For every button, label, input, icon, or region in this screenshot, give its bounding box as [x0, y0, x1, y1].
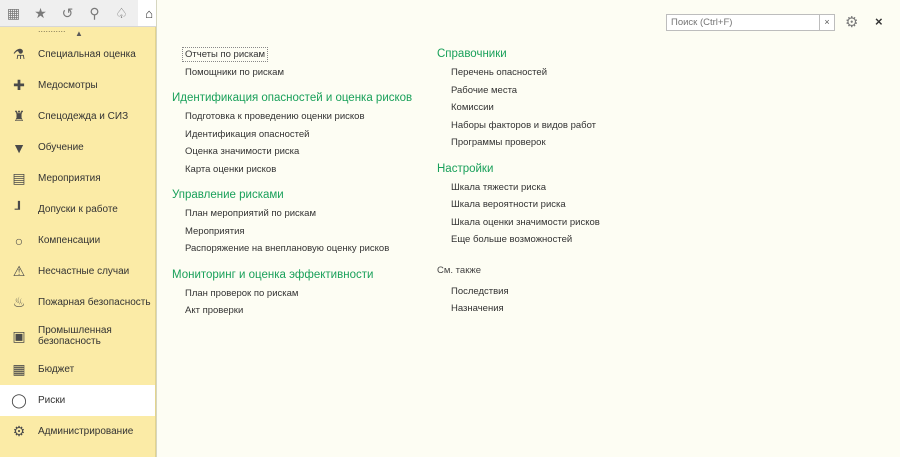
- link-prepare-assessment[interactable]: Подготовка к проведению оценки рисков: [185, 111, 365, 122]
- sidebar-item-label: Несчастные случаи: [38, 266, 130, 277]
- search-clear-button[interactable]: ×: [819, 15, 834, 30]
- medkit-icon: ✚: [13, 77, 25, 93]
- search-icon[interactable]: ⚲: [89, 4, 100, 21]
- sidebar-item-label: Мероприятия: [38, 173, 101, 184]
- gear-icon: ⚙: [12, 423, 26, 439]
- left-column: [172, 46, 422, 320]
- link-inspection-plan[interactable]: План проверок по рискам: [185, 287, 299, 299]
- sidebar-item-industrial-safety[interactable]: [0, 318, 155, 354]
- link-more-features[interactable]: Еще больше возможностей: [451, 234, 573, 245]
- clothing-icon: ♜: [12, 108, 26, 124]
- bell-icon[interactable]: ♤: [115, 4, 128, 21]
- scroll-up-icon[interactable]: ▲: [75, 29, 83, 38]
- sidebar-item-label: Промышленная безопасность: [38, 325, 112, 347]
- sidebar-item-label: Администрирование: [38, 426, 134, 437]
- link-severity-scale[interactable]: Шкала тяжести риска: [451, 181, 546, 193]
- link-inspection-act[interactable]: Акт проверки: [185, 305, 244, 316]
- top-toolbar: [0, 0, 160, 27]
- extinguisher-icon: ♨: [12, 294, 26, 310]
- section-title-identification: Идентификация опасностей и оценка рисков: [172, 92, 413, 104]
- sidebar-item-training[interactable]: [0, 132, 155, 163]
- sidebar-item-fire-safety[interactable]: [0, 287, 155, 318]
- sidebar-item-label: Медосмотры: [38, 80, 98, 91]
- sidebar-item-accidents[interactable]: [0, 256, 155, 287]
- shield-icon: ◯: [11, 392, 27, 408]
- sidebar-item-label: Бюджет: [38, 364, 75, 375]
- section-title-settings: Настройки: [437, 162, 494, 175]
- factory-icon: ▣: [12, 327, 26, 344]
- search-box: [666, 14, 835, 31]
- link-significance-scale[interactable]: Шкала оценки значимости рисков: [451, 216, 600, 228]
- sidebar: [0, 27, 156, 457]
- sidebar-item-clothing[interactable]: [0, 101, 155, 132]
- graduation-cap-icon: ▼: [12, 139, 26, 156]
- crane-icon: ┚: [14, 201, 24, 217]
- sidebar-item-risks[interactable]: [0, 385, 155, 416]
- sidebar-item-administration[interactable]: [0, 416, 155, 447]
- sidebar-item-activities[interactable]: [0, 163, 155, 194]
- right-column: [437, 44, 657, 318]
- sidebar-item-label: Пожарная безопасность: [38, 297, 151, 308]
- coins-icon: ○: [14, 232, 24, 249]
- sidebar-item-label: Обучение: [38, 142, 84, 153]
- sidebar-item-label: Спецодежда и СИЗ: [38, 111, 129, 122]
- sidebar-item-special-assessment[interactable]: [0, 39, 155, 70]
- apps-grid-icon[interactable]: ▦: [6, 4, 21, 21]
- chart-icon: ▤: [12, 170, 26, 186]
- settings-gear-icon[interactable]: ⚙: [845, 14, 859, 31]
- sidebar-item-label: Риски: [38, 395, 66, 406]
- link-assignments[interactable]: Назначения: [451, 303, 504, 314]
- sidebar-item-label: Допуски к работе: [38, 204, 118, 215]
- section-title-directories: Справочники: [437, 48, 507, 60]
- link-risk-reports[interactable]: Отчеты по рискам: [185, 46, 422, 64]
- link-hazard-identification[interactable]: Идентификация опасностей: [185, 128, 310, 140]
- link-consequences[interactable]: Последствия: [451, 285, 509, 297]
- section-title-risk-management: Управление рисками: [172, 189, 284, 201]
- link-factor-sets[interactable]: Наборы факторов и видов работ: [451, 119, 597, 131]
- section-title-monitoring: Мониторинг и оценка эффективности: [172, 268, 374, 281]
- history-icon[interactable]: ↺: [61, 4, 74, 21]
- link-probability-scale[interactable]: Шкала вероятности риска: [451, 199, 566, 210]
- sidebar-item-budget[interactable]: [0, 354, 155, 385]
- link-activities[interactable]: Мероприятия: [185, 225, 245, 237]
- link-risk-significance[interactable]: Оценка значимости риска: [185, 146, 300, 157]
- link-inspection-programs[interactable]: Программы проверок: [451, 137, 546, 148]
- search-input[interactable]: [667, 15, 825, 30]
- sidebar-item-medical[interactable]: [0, 70, 155, 101]
- warning-icon: ⚠: [12, 263, 26, 279]
- close-button[interactable]: ×: [875, 14, 883, 29]
- sidebar-item-compensation[interactable]: [0, 225, 155, 256]
- link-risk-assistants[interactable]: Помощники по рискам: [185, 66, 284, 78]
- sidebar-item-cut[interactable]: ...........: [38, 27, 66, 34]
- star-icon[interactable]: ★: [34, 4, 47, 21]
- link-hazard-list[interactable]: Перечень опасностей: [451, 67, 548, 78]
- link-risk-action-plan[interactable]: План мероприятий по рискам: [185, 208, 316, 219]
- link-commissions[interactable]: Комиссии: [451, 102, 494, 113]
- sidebar-item-work-permits[interactable]: [0, 194, 155, 225]
- chair-icon: ⚗: [12, 46, 26, 62]
- link-unscheduled-assessment-order[interactable]: Распоряжение на внеплановую оценку рисков: [185, 243, 390, 254]
- sidebar-item-label: Компенсации: [38, 235, 101, 246]
- home-icon[interactable]: ⌂: [138, 0, 160, 26]
- link-workplaces[interactable]: Рабочие места: [451, 84, 518, 96]
- section-title-see-also: См. также: [437, 264, 481, 276]
- link-risk-map[interactable]: Карта оценки рисков: [185, 163, 277, 175]
- calculator-icon: ▦: [12, 361, 26, 377]
- sidebar-item-label: Специальная оценка: [38, 49, 136, 60]
